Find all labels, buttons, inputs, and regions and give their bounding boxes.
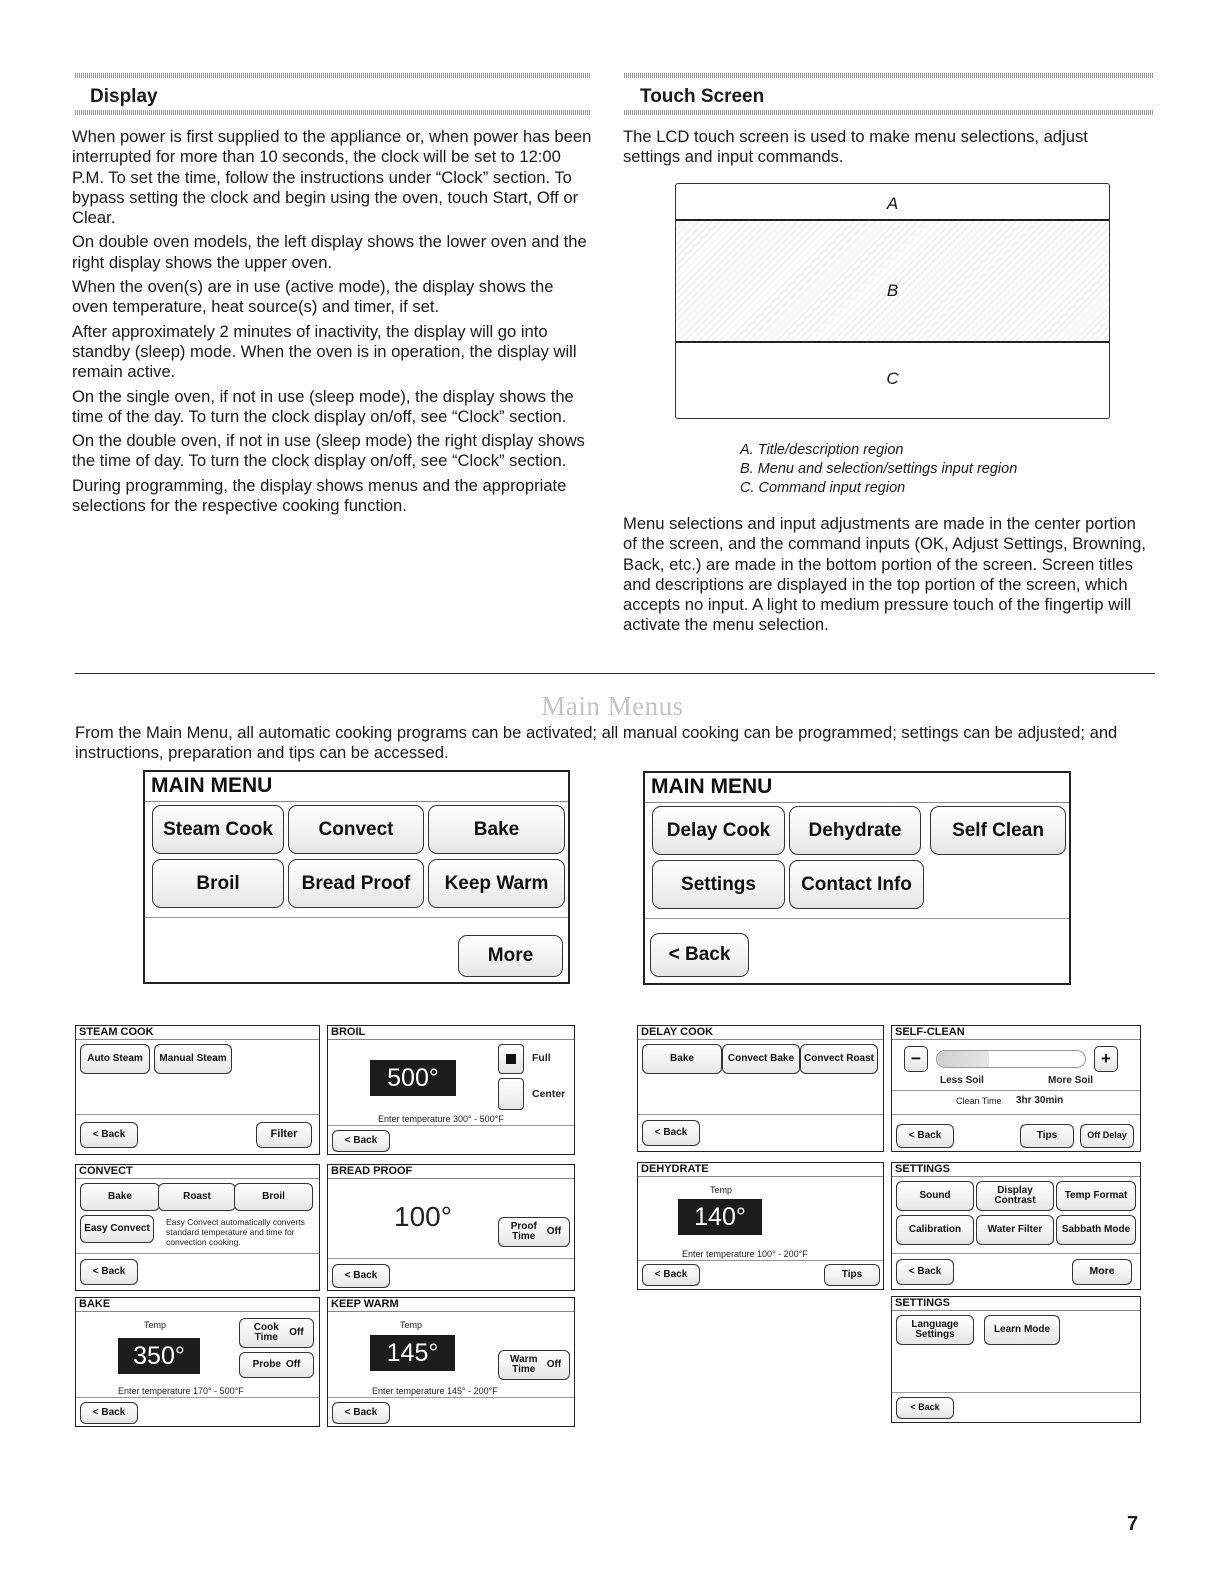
cook-time-button[interactable]	[239, 1318, 314, 1348]
settings-screen-1	[891, 1162, 1141, 1290]
back-button[interactable]: < Back	[896, 1397, 954, 1419]
cook-time-value: Off	[289, 1326, 304, 1338]
bake-screen	[75, 1297, 320, 1427]
screen-title: KEEP WARM	[328, 1298, 574, 1312]
screen-title: SETTINGS	[892, 1297, 1140, 1311]
display-paragraph: On double oven models, the left display shows the lower oven and the right display shows the upper oven.	[72, 232, 587, 272]
more-button[interactable]: More	[1072, 1259, 1132, 1285]
temperature-range: Enter temperature 300° - 500°F	[378, 1114, 504, 1124]
page-number: 7	[1127, 1513, 1139, 1535]
temperature-display[interactable]: 140°	[678, 1199, 762, 1235]
temperature-range: Enter temperature 100° - 200°F	[682, 1249, 808, 1259]
display-paragraph: On the double oven, if not in use (sleep mode) the right display shows the time of day. To turn the clock display on/off, see “Clock” section.	[72, 431, 585, 471]
main-menu-screen-2	[643, 771, 1071, 985]
touch-screen-intro: The LCD touch screen is used to make menu selections, adjust settings and input commands.	[623, 127, 1088, 167]
screen-title: CONVECT	[76, 1165, 319, 1179]
more-button[interactable]: More	[458, 935, 563, 977]
command-divider	[645, 918, 1069, 919]
back-button[interactable]: < Back	[80, 1402, 138, 1424]
more-soil-label: More Soil	[1048, 1075, 1094, 1086]
contact-info-button[interactable]: Contact Info	[789, 860, 924, 909]
keep-warm-screen	[327, 1297, 575, 1427]
bread-proof-button[interactable]: Bread Proof	[288, 859, 424, 908]
increase-soil-button[interactable]: +	[1094, 1046, 1118, 1072]
region-label-c: C	[886, 369, 899, 388]
selected-square-icon	[506, 1054, 516, 1064]
dehydrate-screen	[637, 1162, 884, 1290]
region-label-b: B	[886, 281, 899, 300]
command-divider	[328, 1397, 574, 1398]
warm-time-button[interactable]	[498, 1350, 570, 1380]
water-filter-button[interactable]: Water Filter	[976, 1215, 1054, 1245]
command-divider	[638, 1114, 883, 1115]
temperature-display[interactable]: 500°	[370, 1060, 456, 1096]
steam-cook-button[interactable]: Steam Cook	[152, 805, 284, 854]
display-paragraph: During programming, the display shows menus and the appropriate selections for the respective cooking function.	[72, 475, 567, 516]
screen-title: DEHYDRATE	[638, 1163, 883, 1177]
title-region	[676, 184, 1109, 221]
easy-convect-button[interactable]: Easy Convect	[80, 1215, 154, 1243]
delay-cook-button[interactable]: Delay Cook	[652, 806, 785, 855]
language-settings-button[interactable]: Language Settings	[896, 1315, 974, 1345]
main-menu-screen-1	[143, 770, 570, 984]
screen-title: DELAY COOK	[638, 1026, 883, 1040]
command-region	[676, 343, 1109, 419]
decrease-soil-button[interactable]: −	[904, 1046, 928, 1072]
self-clean-button[interactable]: Self Clean	[930, 806, 1066, 855]
roast-button[interactable]: Roast	[158, 1183, 236, 1211]
screen-title: MAIN MENU	[645, 773, 1069, 803]
diagram-caption: A. Title/description region	[740, 442, 904, 458]
proof-time-value: Off	[546, 1225, 562, 1237]
bake-button[interactable]: Bake	[80, 1183, 160, 1211]
temperature-display[interactable]: 350°	[118, 1338, 200, 1374]
probe-label: Probe	[252, 1358, 281, 1370]
soil-level-slider[interactable]	[936, 1050, 1086, 1068]
temperature-range: Enter temperature 170° - 500°F	[118, 1386, 244, 1396]
temperature-range: Enter temperature 145° - 200°F	[372, 1386, 498, 1396]
display-heading-rule-top	[75, 73, 590, 78]
back-button[interactable]: < Back	[896, 1259, 954, 1285]
temp-label: Temp	[710, 1185, 733, 1195]
display-heading: Display	[90, 86, 158, 107]
calibration-button[interactable]: Calibration	[896, 1215, 974, 1245]
full-label: Full	[532, 1052, 551, 1064]
main-menus-intro: From the Main Menu, all automatic cooking programs can be activated; all manual cooking can be programmed; settings can be adjusted; and instructions, preparation and tips can be accessed.	[75, 723, 1118, 763]
display-paragraph: When the oven(s) are in use (active mode), the display shows the oven temperature, heat source(s) and timer, if set.	[72, 277, 554, 317]
broil-button[interactable]: Broil	[152, 859, 284, 908]
settings-screen-2	[891, 1296, 1141, 1423]
settings-button[interactable]: Settings	[652, 860, 785, 909]
display-paragraph: When power is first supplied to the appliance or, when power has been interrupted for more than 10 seconds, the clock will be set to 12:00 P.M. To set the time, follow the instructions under “Clock” section. To bypass setting the clock and begin using the oven, touch Start, Off or Clear.	[72, 127, 592, 228]
bread-proof-screen	[327, 1164, 575, 1291]
convect-button[interactable]: Convect	[288, 805, 424, 854]
probe-button[interactable]	[239, 1352, 314, 1378]
temperature-readout: 100°	[394, 1201, 452, 1232]
back-button[interactable]: < Back	[896, 1124, 954, 1148]
diagram-caption: B. Menu and selection/settings input region	[740, 461, 1018, 477]
convect-roast-button[interactable]: Convect Roast	[800, 1044, 878, 1074]
main-menus-title: Main Menus	[541, 691, 684, 721]
level-divider	[892, 1090, 1140, 1091]
back-button[interactable]: < Back	[332, 1264, 390, 1288]
screen-title: STEAM COOK	[76, 1026, 319, 1040]
auto-steam-button[interactable]: Auto Steam	[80, 1044, 150, 1074]
bake-button[interactable]: Bake	[642, 1044, 722, 1074]
touch-heading-rule-bottom	[624, 110, 1154, 115]
command-divider	[892, 1253, 1140, 1254]
section-divider	[75, 673, 1155, 674]
touch-heading-rule-top	[624, 73, 1154, 78]
center-broil-option[interactable]	[498, 1078, 524, 1110]
touch-screen-diagram	[675, 183, 1110, 419]
screen-title: BROIL	[328, 1026, 574, 1040]
temp-label: Temp	[400, 1320, 423, 1330]
proof-time-button[interactable]	[498, 1217, 570, 1247]
command-divider	[145, 917, 568, 918]
touch-screen-heading: Touch Screen	[640, 86, 765, 107]
keep-warm-button[interactable]: Keep Warm	[428, 859, 565, 908]
command-divider	[892, 1114, 1140, 1115]
back-button[interactable]: < Back	[332, 1130, 390, 1152]
touch-screen-body: Menu selections and input adjustments are made in the center portion of the screen, and the command inputs (OK, Adjust Settings, Browning, Back, etc.) are made in the bottom portion of the screen. Screen titles and descriptions are displayed in the top portion of the screen, which accepts no input. A light to medium pressure touch of the fingertip will activate the menu selection.	[623, 514, 1146, 635]
temp-format-button[interactable]: Temp Format	[1056, 1181, 1136, 1211]
display-paragraph: On the single oven, if not in use (sleep mode), the display shows the time of the day. To turn the clock display on/off, see “Clock” section.	[72, 386, 574, 426]
diagram-caption: C. Command input region	[740, 480, 906, 496]
screen-title: MAIN MENU	[145, 772, 568, 802]
display-body	[72, 127, 592, 520]
soil-level-fill	[937, 1051, 989, 1067]
back-button[interactable]: < Back	[80, 1122, 138, 1148]
learn-mode-button[interactable]: Learn Mode	[984, 1315, 1060, 1345]
clean-time-value: 3hr 30min	[1016, 1095, 1064, 1106]
filter-button[interactable]: Filter	[256, 1122, 312, 1148]
back-button[interactable]: < Back	[80, 1259, 138, 1285]
steam-cook-screen	[75, 1025, 320, 1155]
off-delay-button[interactable]: Off Delay	[1080, 1124, 1134, 1148]
display-paragraph: After approximately 2 minutes of inactivity, the display will go into standby (sleep) mode. When the oven is in operation, the display will remain active.	[72, 321, 577, 382]
command-divider	[76, 1253, 319, 1254]
clean-time-label: Clean Time	[956, 1096, 1002, 1106]
command-divider	[76, 1114, 319, 1115]
back-button[interactable]: < Back	[642, 1120, 700, 1146]
menu-region	[676, 221, 1109, 343]
back-button[interactable]: < Back	[332, 1402, 390, 1424]
broil-button[interactable]: Broil	[234, 1183, 313, 1211]
screen-title: SETTINGS	[892, 1163, 1140, 1177]
cook-time-label: Cook Time	[253, 1321, 279, 1343]
warm-time-label: Warm Time	[510, 1353, 538, 1375]
sabbath-mode-button[interactable]: Sabbath Mode	[1056, 1215, 1136, 1245]
warm-time-value: Off	[546, 1358, 562, 1370]
display-heading-rule-bottom	[75, 110, 590, 115]
convect-screen	[75, 1164, 320, 1291]
proof-time-label: Proof Time	[510, 1220, 537, 1242]
command-divider	[328, 1258, 574, 1259]
sound-button[interactable]: Sound	[896, 1181, 974, 1211]
tips-button[interactable]: Tips	[1020, 1124, 1074, 1148]
less-soil-label: Less Soil	[940, 1075, 984, 1086]
self-clean-screen	[891, 1025, 1141, 1152]
center-label: Center	[532, 1088, 566, 1100]
temperature-display[interactable]: 145°	[370, 1335, 455, 1371]
screen-title: BREAD PROOF	[328, 1165, 574, 1179]
manual-steam-button[interactable]: Manual Steam	[154, 1044, 232, 1074]
back-button[interactable]: < Back	[642, 1264, 700, 1286]
delay-cook-screen	[637, 1025, 884, 1152]
display-contrast-button[interactable]: Display Contrast	[976, 1181, 1054, 1211]
tips-button[interactable]: Tips	[824, 1264, 880, 1286]
command-divider	[328, 1125, 574, 1126]
back-button[interactable]: < Back	[650, 933, 749, 977]
broil-screen	[327, 1025, 575, 1155]
command-divider	[892, 1392, 1140, 1393]
temp-label: Temp	[144, 1320, 167, 1330]
screen-title: BAKE	[76, 1298, 319, 1312]
probe-value: Off	[285, 1358, 301, 1370]
region-label-a: A	[886, 194, 899, 213]
command-divider	[76, 1397, 319, 1398]
screen-title: SELF-CLEAN	[892, 1026, 1140, 1040]
easy-convect-note: Easy Convect automatically converts standard temperature and time for convection cooking.	[166, 1217, 305, 1247]
convect-bake-button[interactable]: Convect Bake	[722, 1044, 800, 1074]
dehydrate-button[interactable]: Dehydrate	[789, 806, 921, 855]
command-divider	[638, 1260, 883, 1261]
bake-button[interactable]: Bake	[428, 805, 565, 854]
full-broil-option[interactable]	[498, 1044, 524, 1074]
